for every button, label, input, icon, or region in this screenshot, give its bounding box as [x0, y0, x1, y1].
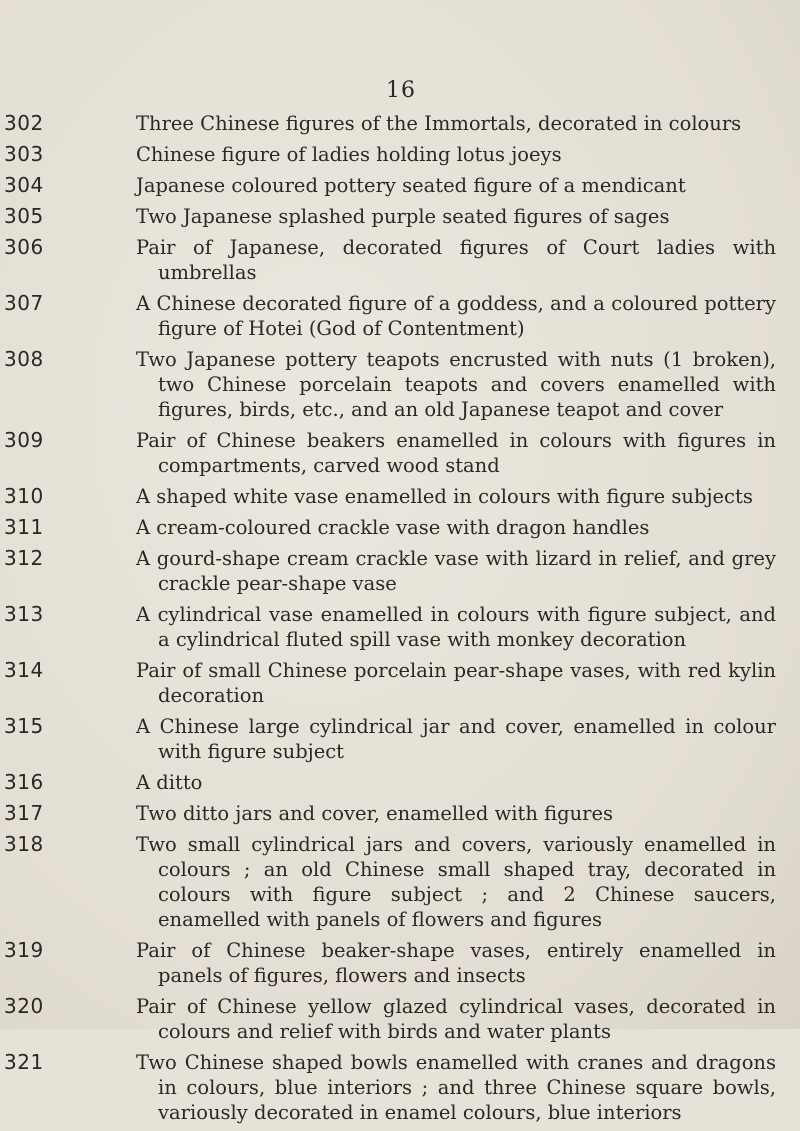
lot-entry	[4, 235, 776, 285]
lot-number: 305	[4, 204, 44, 228]
lot-number: 308	[4, 347, 44, 371]
lot-entry	[4, 658, 776, 708]
lot-description: Two Japanese pottery teapots encrusted with nuts (1 broken), two Chinese porcelain teapots and covers enamelled with figures, birds, etc., and an old Japanese teapot and cover	[136, 348, 776, 421]
lot-entry	[4, 714, 776, 764]
lot-entry	[4, 484, 776, 509]
lot-description: Pair of Chinese yellow glazed cylindrical vases, decorated in colours and relief with birds and water plants	[136, 995, 776, 1043]
lot-number: 313	[4, 602, 44, 626]
lot-description: A cylindrical vase enamelled in colours with figure subject, and a cylindrical fluted spill vase with monkey decoration	[136, 603, 776, 651]
lot-list	[4, 111, 776, 1131]
lot-description: Two Japanese splashed purple seated figures of sages	[136, 205, 670, 228]
lot-description: Two Chinese shaped bowls enamelled with cranes and dragons in colours, blue interiors ; and three Chinese square bowls, variously decorated in enamel colours, blue interiors	[136, 1051, 776, 1124]
lot-number: 318	[4, 832, 44, 856]
lot-entry	[4, 994, 776, 1044]
lot-entry	[4, 173, 776, 198]
lot-description: Pair of Chinese beaker-shape vases, entirely enamelled in panels of figures, flowers and insects	[136, 939, 776, 987]
lot-entry	[4, 291, 776, 341]
lot-number: 316	[4, 770, 44, 794]
lot-entry	[4, 770, 776, 795]
lot-entry	[4, 428, 776, 478]
lot-number: 309	[4, 428, 44, 452]
lot-description: A cream-coloured crackle vase with dragon handles	[136, 516, 650, 539]
lot-number: 320	[4, 994, 44, 1018]
lot-entry	[4, 602, 776, 652]
lot-number: 302	[4, 111, 44, 135]
lot-entry	[4, 142, 776, 167]
lot-description: Two small cylindrical jars and covers, variously enamelled in colours ; an old Chinese small shaped tray, decorated in colours with figure subject ; and 2 Chinese saucers, enamelled with panels of flowers and figures	[136, 833, 776, 931]
lot-number: 303	[4, 142, 44, 166]
lot-number: 317	[4, 801, 44, 825]
lot-description: A Chinese large cylindrical jar and cover, enamelled in colour with figure subject	[136, 715, 776, 763]
lot-description: A gourd-shape cream crackle vase with lizard in relief, and grey crackle pear-shape vase	[136, 547, 776, 595]
lot-description: Pair of small Chinese porcelain pear-shape vases, with red kylin decoration	[136, 659, 776, 707]
lot-number: 306	[4, 235, 44, 259]
lot-number: 312	[4, 546, 44, 570]
lot-number: 319	[4, 938, 44, 962]
lot-number: 321	[4, 1050, 44, 1074]
lot-description: Two ditto jars and cover, enamelled with figures	[136, 802, 614, 825]
lot-description: Pair of Japanese, decorated figures of Court ladies with umbrellas	[136, 236, 776, 284]
lot-description: Three Chinese figures of the Immortals, decorated in colours	[136, 112, 742, 135]
lot-description: A ditto	[136, 771, 203, 794]
lot-description: A shaped white vase enamelled in colours with figure subjects	[136, 485, 753, 508]
lot-entry	[4, 801, 776, 826]
lot-number: 315	[4, 714, 44, 738]
lot-entry	[4, 1050, 776, 1125]
lot-entry	[4, 111, 776, 136]
lot-entry	[4, 204, 776, 229]
lot-entry	[4, 515, 776, 540]
lot-entry	[4, 832, 776, 932]
lot-number: 314	[4, 658, 44, 682]
page-number: 16	[386, 78, 416, 103]
lot-entry	[4, 347, 776, 422]
lot-description: Pair of Chinese beakers enamelled in colours with figures in compartments, carved wood stand	[136, 429, 776, 477]
lot-number: 307	[4, 291, 44, 315]
lot-description: A Chinese decorated figure of a goddess, and a coloured pottery figure of Hotei (God of Contentment)	[136, 292, 776, 340]
lot-entry	[4, 546, 776, 596]
lot-number: 311	[4, 515, 44, 539]
lot-entry	[4, 938, 776, 988]
lot-description: Chinese figure of ladies holding lotus joeys	[136, 143, 562, 166]
lot-number: 304	[4, 173, 44, 197]
lot-number: 310	[4, 484, 44, 508]
lot-description: Japanese coloured pottery seated figure of a mendicant	[136, 174, 686, 197]
